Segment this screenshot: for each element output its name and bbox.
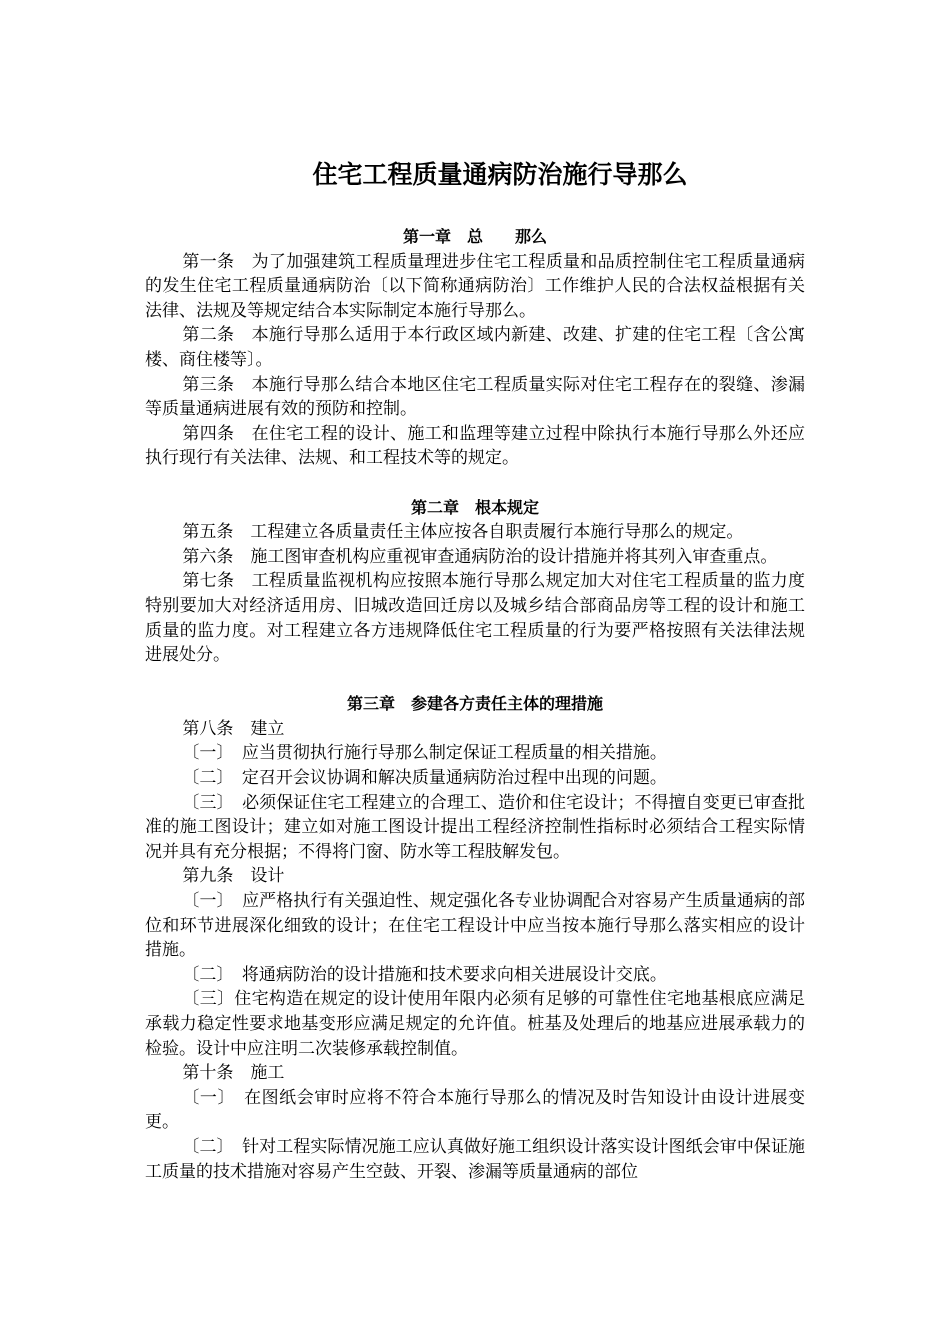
clause-paragraph: 〔一〕 应当贯彻执行施行导那么制定保证工程质量的相关措施。	[182, 743, 667, 764]
clause-paragraph: 〔三〕 必须保证住宅工程建立的合理工、造价和住宅设计；不得擅自变更已审查批准的施工图设计；建立如对施工图设计提出工程经济控制性指标时必须结合工程实际情况并具有充分根据；不得将门窗、防水等工程肢解发包。	[145, 792, 805, 862]
article-paragraph: 第十条 施工	[182, 1063, 285, 1084]
clause-paragraph: 〔三〕住宅构造在规定的设计使用年限内必须有足够的可靠性住宅地基根底应满足承载力稳定性要求地基变形应满足规定的允许值。桩基及处理后的地基应进展承载力的检验。设计中应注明二次装修承载控制值。	[145, 989, 805, 1059]
chapter-1	[145, 225, 805, 471]
article-paragraph: 第五条 工程建立各质量责任主体应按各自职责履行本施行导那么的规定。	[182, 522, 744, 543]
clause-paragraph: 〔一〕 应严格执行有关强迫性、规定强化各专业协调配合对容易产生质量通病的部位和环节进展深化细致的设计；在住宅工程设计中应当按本施行导那么落实相应的设计措施。	[145, 891, 805, 961]
chapter-heading: 第一章 总 那么	[402, 227, 547, 246]
clause-paragraph: 〔二〕 针对工程实际情况施工应认真做好施工组织设计落实设计图纸会审中保证施工质量的技术措施对容易产生空鼓、开裂、渗漏等质量通病的部位	[145, 1136, 805, 1182]
document-title: 住宅工程质量通病防治施行导那么	[312, 160, 688, 189]
article-paragraph: 第六条 施工图审查机构应重视审查通病防治的设计措施并将其列入审查重点。	[182, 546, 778, 567]
chapter-3	[145, 692, 805, 1184]
chapter-heading: 第三章 参建各方责任主体的理措施	[346, 694, 603, 714]
spacer	[145, 471, 805, 496]
article-paragraph: 第九条 设计	[182, 866, 285, 887]
clause-paragraph: 〔一〕 在图纸会审时应将不符合本施行导那么的情况及时告知设计由设计进展变更。	[145, 1087, 805, 1133]
article-paragraph: 第二条 本施行导那么适用于本行政区域内新建、改建、扩建的住宅工程〔含公寓楼、商住楼等〕。	[145, 325, 805, 370]
article-paragraph: 第一条 为了加强建筑工程质量理进步住宅工程质量和品质控制住宅工程质量通病的发生住宅工程质量通病防治〔以下简称通病防治〕工作维护人民的合法权益根据有关法律、法规及等规定结合本实际制定本施行导那么。	[145, 251, 805, 321]
clause-paragraph: 〔二〕 将通病防治的设计措施和技术要求向相关进展设计交底。	[182, 964, 667, 985]
document-body	[145, 225, 805, 1184]
chapter-2	[145, 496, 805, 668]
chapter-heading: 第二章 根本规定	[410, 497, 539, 517]
spacer	[145, 668, 805, 693]
article-paragraph: 第四条 在住宅工程的设计、施工和监理等建立过程中除执行本施行导那么外还应执行现行有关法律、法规、和工程技术等的规定。	[145, 423, 805, 469]
article-paragraph: 第七条 工程质量监视机构应按照本施行导那么规定加大对住宅工程质量的监力度特别要加大对经济适用房、旧城改造回迁房以及城乡结合部商品房等工程的设计和施工质量的监力度。对工程建立各方违规降低住宅工程质量的行为要严格按照有关法律法规进展处分。	[145, 571, 805, 666]
article-paragraph: 第八条 建立	[182, 718, 285, 739]
article-paragraph: 第三条 本施行导那么结合本地区住宅工程质量实际对住宅工程存在的裂缝、渗漏等质量通病进展有效的预防和控制。	[145, 374, 805, 420]
clause-paragraph: 〔二〕 定召开会议协调和解决质量通病防治过程中出现的问题。	[182, 768, 667, 789]
